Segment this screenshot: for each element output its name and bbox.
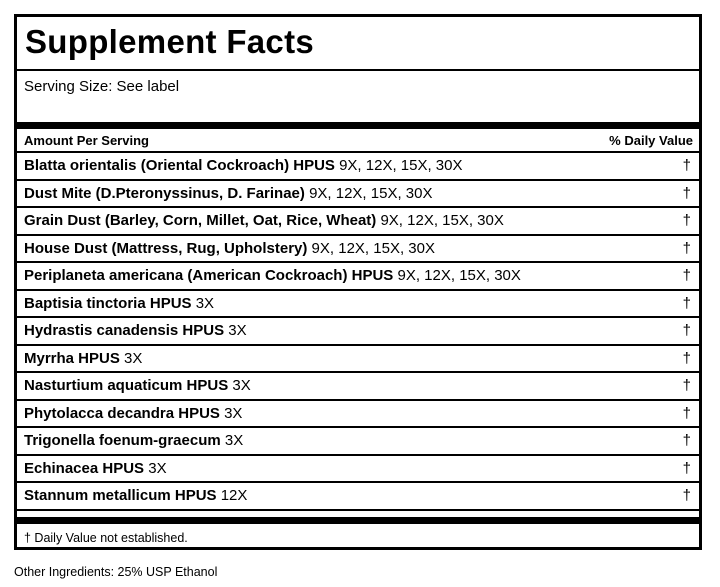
panel-title: Supplement Facts xyxy=(25,23,315,60)
daily-value-mark: † xyxy=(682,322,691,339)
daily-value-mark: † xyxy=(682,212,691,229)
daily-value-header: % Daily Value xyxy=(609,133,693,148)
daily-value-mark: † xyxy=(682,267,691,284)
thick-divider xyxy=(17,122,699,129)
ingredient-row xyxy=(17,181,699,209)
daily-value-mark: † xyxy=(682,377,691,394)
ingredient-row xyxy=(17,346,699,374)
ingredient-row xyxy=(17,291,699,319)
ingredient-name: Baptisia tinctoria HPUS xyxy=(24,294,192,312)
ingredient-row xyxy=(17,208,699,236)
ingredient-name: Dust Mite (D.Pteronyssinus, D. Farinae) xyxy=(24,184,305,202)
daily-value-mark: † xyxy=(682,487,691,504)
ingredient-potency: 9X, 12X, 15X, 30X xyxy=(380,212,504,229)
ingredient-potency: 3X xyxy=(224,432,244,449)
daily-value-mark: † xyxy=(682,349,691,367)
ingredient-row xyxy=(17,483,699,511)
ingredient-name: Blatta orientalis (Oriental Cockroach) HPUS xyxy=(24,157,335,174)
ingredient-potency: 3X xyxy=(195,294,215,312)
amount-per-serving-header: Amount Per Serving xyxy=(24,133,149,148)
daily-value-mark: † xyxy=(682,432,691,449)
supplement-facts-panel xyxy=(14,14,702,550)
ingredient-potency: 3X xyxy=(228,322,247,339)
ingredient-name: Echinacea HPUS xyxy=(24,459,145,477)
ingredient-potency: 9X, 12X, 15X, 30X xyxy=(311,239,435,257)
other-ingredients: Other Ingredients: 25% USP Ethanol xyxy=(14,565,218,579)
ingredient-potency: 3X xyxy=(224,404,243,422)
ingredient-potency: 9X, 12X, 15X, 30X xyxy=(339,157,463,174)
ingredient-row xyxy=(17,401,699,429)
ingredient-potency: 9X, 12X, 15X, 30X xyxy=(397,267,521,284)
ingredient-name: Periplaneta americana (American Cockroach) HPUS xyxy=(24,267,394,284)
column-header xyxy=(24,133,693,148)
ingredient-row xyxy=(17,153,699,181)
ingredient-name: Nasturtium aquaticum HPUS xyxy=(24,377,229,394)
daily-value-mark: † xyxy=(682,404,691,422)
ingredient-name: Stannum metallicum HPUS xyxy=(24,487,217,504)
ingredient-name: Phytolacca decandra HPUS xyxy=(24,404,220,422)
ingredient-name: Grain Dust (Barley, Corn, Millet, Oat, Rice, Wheat) xyxy=(24,212,377,229)
ingredient-name: Trigonella foenum-graecum xyxy=(24,432,221,449)
daily-value-mark: † xyxy=(682,239,691,257)
ingredient-row xyxy=(17,456,699,484)
ingredient-potency: 3X xyxy=(232,377,251,394)
ingredient-row xyxy=(17,428,699,456)
daily-value-mark: † xyxy=(682,294,691,312)
ingredient-potency: 9X, 12X, 15X, 30X xyxy=(309,184,433,202)
ingredient-name: Myrrha HPUS xyxy=(24,349,120,367)
ingredient-potency: 3X xyxy=(148,459,167,477)
footnote: † Daily Value not established. xyxy=(24,531,188,545)
daily-value-mark: † xyxy=(682,184,691,202)
ingredient-row xyxy=(17,318,699,346)
ingredient-row xyxy=(17,373,699,401)
ingredient-row xyxy=(17,236,699,264)
daily-value-mark: † xyxy=(682,459,691,477)
ingredient-name: Hydrastis canadensis HPUS xyxy=(24,322,225,339)
ingredient-potency: 3X xyxy=(124,349,143,367)
ingredient-potency: 12X xyxy=(220,487,248,504)
daily-value-mark: † xyxy=(682,157,691,174)
ingredient-list xyxy=(17,153,699,511)
serving-size: Serving Size: See label xyxy=(24,78,180,95)
ingredient-row xyxy=(17,263,699,291)
ingredient-name: House Dust (Mattress, Rug, Upholstery) xyxy=(24,239,308,257)
divider xyxy=(17,69,699,71)
thick-divider xyxy=(17,517,699,524)
